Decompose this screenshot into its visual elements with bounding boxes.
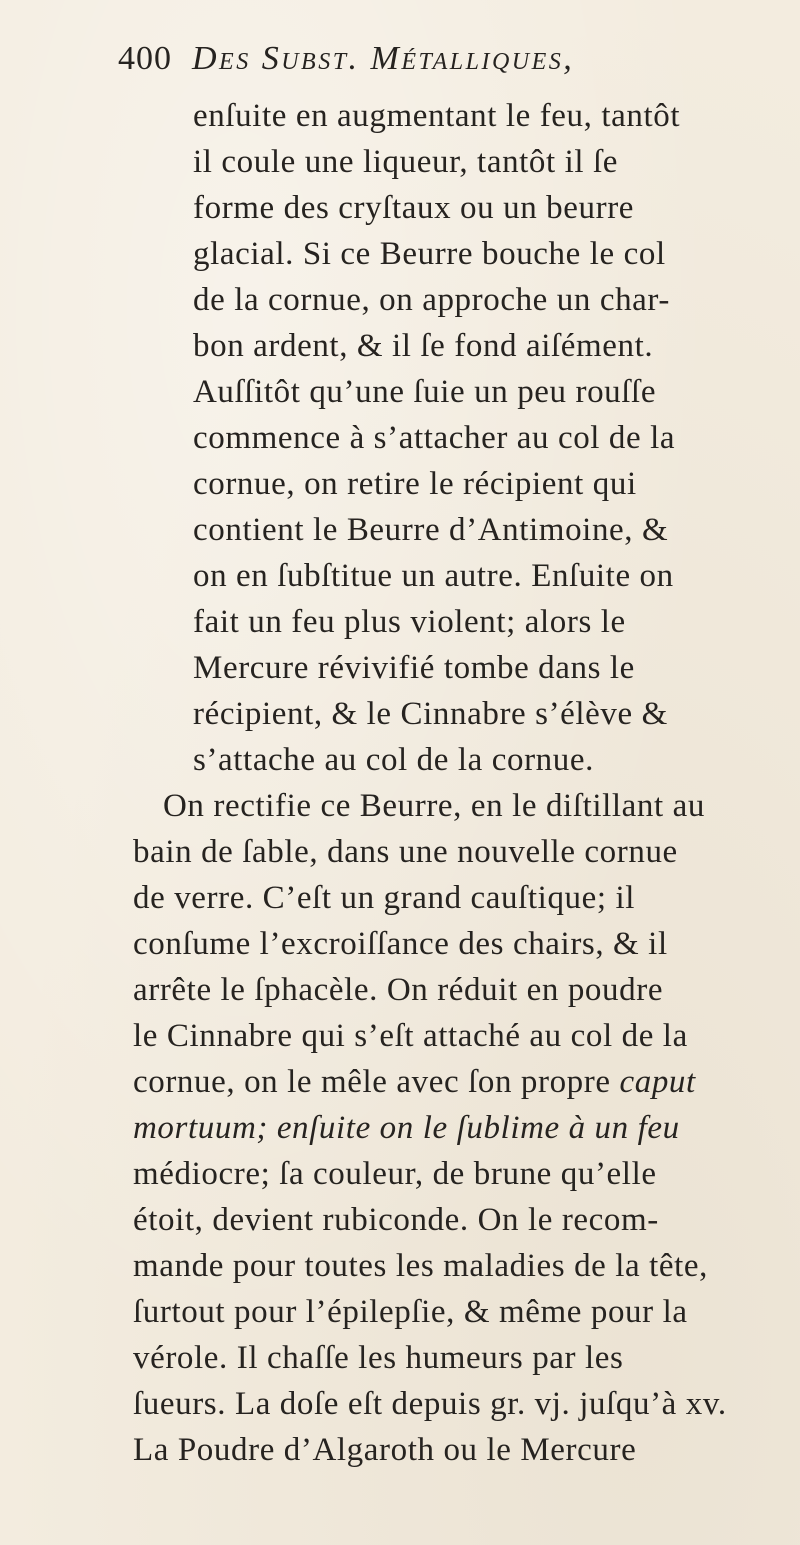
text-line	[133, 1059, 696, 1105]
text-line: ſurtout pour l’épilepſie, & même pour la	[133, 1294, 688, 1330]
text-line: bain de ſable, dans une nouvelle cornue	[133, 834, 678, 870]
running-head	[118, 40, 758, 92]
text-line: de la cornue, on approche un char-	[193, 282, 670, 318]
text-line: vérole. Il chaſſe les humeurs par les	[133, 1340, 624, 1376]
text-line: contient le Beurre d’Antimoine, &	[193, 512, 669, 548]
text-line	[133, 1105, 680, 1151]
text-line: médiocre; ſa couleur, de brune qu’elle	[133, 1156, 657, 1192]
text-line: le Cinnabre qui s’eſt attaché au col de la	[133, 1018, 688, 1054]
text-line: glacial. Si ce Beurre bouche le col	[193, 236, 666, 272]
text-line: il coule une liqueur, tantôt il ſe	[193, 144, 619, 180]
text-run: cornue, on le mêle avec ſon propre	[133, 1064, 611, 1100]
text-line: ſueurs. La doſe eſt depuis gr. vj. juſqu’à xv.	[133, 1386, 727, 1422]
text-line: La Poudre d’Algaroth ou le Mercure	[133, 1432, 637, 1468]
text-line: enſuite en augmentant le feu, tantôt	[193, 98, 681, 134]
text-line: commence à s’attacher au col de la	[193, 420, 676, 456]
text-line: bon ardent, & il ſe fond aiſément.	[193, 328, 654, 364]
text-line: de verre. C’eſt un grand cauſtique; il	[133, 880, 636, 916]
text-line: récipient, & le Cinnabre s’élève &	[193, 696, 668, 732]
text-line: fait un feu plus violent; alors le	[193, 604, 626, 640]
text-line: s’attache au col de la cornue.	[193, 742, 594, 778]
text-line: on en ſubſtitue un autre. Enſuite on	[193, 558, 674, 594]
latin-term: caput	[619, 1064, 696, 1100]
text-line: Auſſitôt qu’une ſuie un peu rouſſe	[193, 374, 657, 410]
text-line: cornue, on retire le récipient qui	[193, 466, 637, 502]
text-line: mande pour toutes les maladies de la tête,	[133, 1248, 709, 1284]
text-line: étoit, devient rubiconde. On le recom-	[133, 1202, 659, 1238]
latin-term: mortuum; enſuite on le ſublime à un feu	[133, 1110, 680, 1146]
text-line: On rectifie ce Beurre, en le diſtillant au	[163, 788, 705, 824]
text-line: arrête le ſphacèle. On réduit en poudre	[133, 972, 664, 1008]
running-title: Des Subst. Métalliques,	[192, 40, 575, 77]
text-line: forme des cryſtaux ou un beurre	[193, 190, 635, 226]
text-line: conſume l’excroiſſance des chairs, & il	[133, 926, 668, 962]
text-line: Mercure révivifié tombe dans le	[193, 650, 635, 686]
page-number: 400	[118, 40, 172, 77]
